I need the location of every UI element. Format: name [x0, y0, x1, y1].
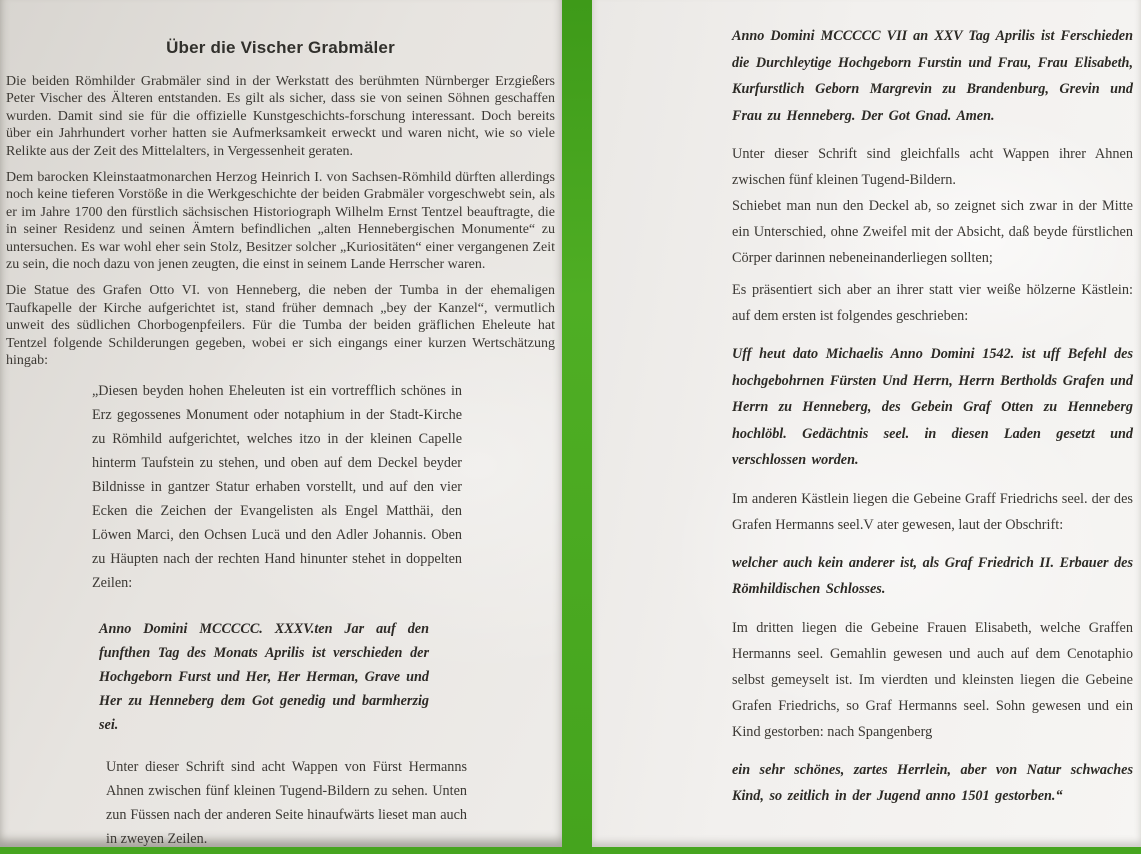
left-paragraph-vischer-workshop: Die beiden Römhilder Grabmäler sind in der Werkstatt des berühmten Nürnberger Erzgießers Peter Vischer des Älteren entstanden. Es gilt als sicher, dass sie von seinen Söhnen geschaffen wurden. Damit sind sie für die offizielle Kunstgeschichts-forschung interessant. Doch bereits über ein Jahrhundert vorher hatten sie Aufmerksamkeit erweckt und waren nicht, wie so viele Relikte aus der Zeit des Mittelalters, in Vergessenheit geraten. — [6, 74, 555, 159]
right-inscription-friedrich: welcher auch kein anderer ist, als Graf Friedrich II. Erbauer des Römhildischen Schlosses. — [732, 554, 1133, 597]
left-paragraph-otto-statue: Die Statue des Grafen Otto VI. von Henneberg, die neben der Tumba in der ehemaligen Taufkapelle der Kirche aufgerichtet ist, stand früher demnach „bey der Kanzel“, vermutlich unweit des südlichen Chorbogenpfeilers. Für die Tumba der beiden gräflichen Eheleute hat Tentzel folgende Schilderungen gegeben, wobei er sich eingangs einer kurzen Wertschätzung hingab: — [6, 283, 555, 369]
green-gutter-strip — [562, 0, 592, 854]
left-inscription-herman: Anno Domini MCCCCC. XXXV.ten Jar auf den funfthen Tag des Monats Aprilis ist verschieden der Hochgeborn Furst und Her, Her Herman, Grave und Her zu Henneberg dem Got genedig und barmherzig sei. — [99, 620, 429, 733]
page-title: Über die Vischer Grabmäler — [166, 38, 395, 57]
right-page — [592, 0, 1141, 847]
left-quote-tentzel-description: „Diesen beyden hohen Eheleuten ist ein vortrefflich schönes in Erz gegossenes Monument oder notaphium in der Stadt-Kirche zu Römhild aufgerichtet, welches itzo in der kleinen Capelle hinterm Taufstein zu stehen, und oben auf dem Deckel beyder Bildnisse in gantzer Statur erhaben vorstellt, und auf den vier Ecken die Zeichen der Evangelisten als Engel Matthäi, den Löwen Marci, den Ochsen Lucä und den Adler Johannis. Oben zu Häupten nach der rechten Hand hinunter stehet in doppelten Zeilen: — [92, 382, 462, 591]
left-paragraph-heinrich-tentzel: Dem barocken Kleinstaatmonarchen Herzog Heinrich I. von Sachsen-Römhild dürften allerdings noch keine tieferen Vorstöße in die Werkgeschichte der beiden Grabmäler vorgeschwebt sein, als er im Jahre 1700 den fürstlich sächsischen Historiograph Wilhelm Ernst Tentzel beauftragte, die in seiner Residenz und seinen Ämtern befindlichen „alten Hennebergischen Monumente“ zu untersuchen. Es war wohl eher sein Stolz, Besitzer solcher „Kuriositäten“ einer vergangenen Zeit zu sein, die noch dazu von jenen zeugten, die einst in seinem Lande Herrscher waren. — [6, 170, 555, 273]
right-inscription-kind: ein sehr schönes, zartes Herrlein, aber von Natur schwaches Kind, so zeitlich in der Jugend anno 1501 gestorben.“ — [732, 761, 1133, 804]
left-page — [0, 0, 562, 847]
right-paragraph-dritten: Im dritten liegen die Gebeine Frauen Elisabeth, welche Graffen Hermanns seel. Gemahlin gewesen und auch auf dem Cenotaphio selbst gemeyselt ist. Im vierdten und kleinsten liegen die Gebeine Grafen Friedrichs, so Graf Hermanns seel. Sohn gewesen und ein Kind gestorben: nach Spangenberg — [732, 619, 1133, 740]
right-inscription-elisabeth: Anno Domini MCCCCC VII an XXV Tag Aprilis ist Ferschieden die Durchleytige Hochgeborn Furstin und Frau, Frau Elisabeth, Kurfurstlich Geborn Margrevin zu Brandenburg, Grevin und Frau zu Henneberg. Der Got Gnad. Amen. — [732, 28, 1133, 124]
right-inscription-otten: Uff heut dato Michaelis Anno Domini 1542. ist uff Befehl des hochgebohrnen Fürsten Und Herrn, Herrn Bertholds Grafen und Herrn zu Henneberg, des Gebein Graf Otten zu Henneberg hochlöbl. Gedächtnis seel. in diesen Laden gesetzt und verschlossen worden. — [732, 346, 1133, 468]
right-paragraph-wappen: Unter dieser Schrift sind gleichfalls acht Wappen ihrer Ahnen zwischen fünf kleinen Tugend-Bildern. — [732, 146, 1133, 188]
left-closing-paragraph: Unter dieser Schrift sind acht Wappen von Fürst Hermanns Ahnen zwischen fünf kleinen Tugend-Bildern zu sehen. Unten zun Füssen nach der anderen Seite hinaufwärts lieset man auch in zweyen Zeilen. — [106, 758, 467, 847]
right-paragraph-schiebet: Schiebet man nun den Deckel ab, so zeignet sich zwar in der Mitte ein Unterschied, ohne Zweifel mit der Absicht, daß beyde fürstlichen Cörper darinnen nebeneinanderliegen sollten; — [732, 198, 1133, 266]
right-paragraph-friedrich: Im anderen Kästlein liegen die Gebeine Graff Friedrichs seel. der des Grafen Hermanns seel.V ater gewesen, laut der Obschrift: — [732, 490, 1133, 533]
right-paragraph-praesentiert: Es präsentiert sich aber an ihrer statt vier weiße hölzerne Kästlein: auf dem ersten ist folgendes geschrieben: — [732, 282, 1133, 324]
